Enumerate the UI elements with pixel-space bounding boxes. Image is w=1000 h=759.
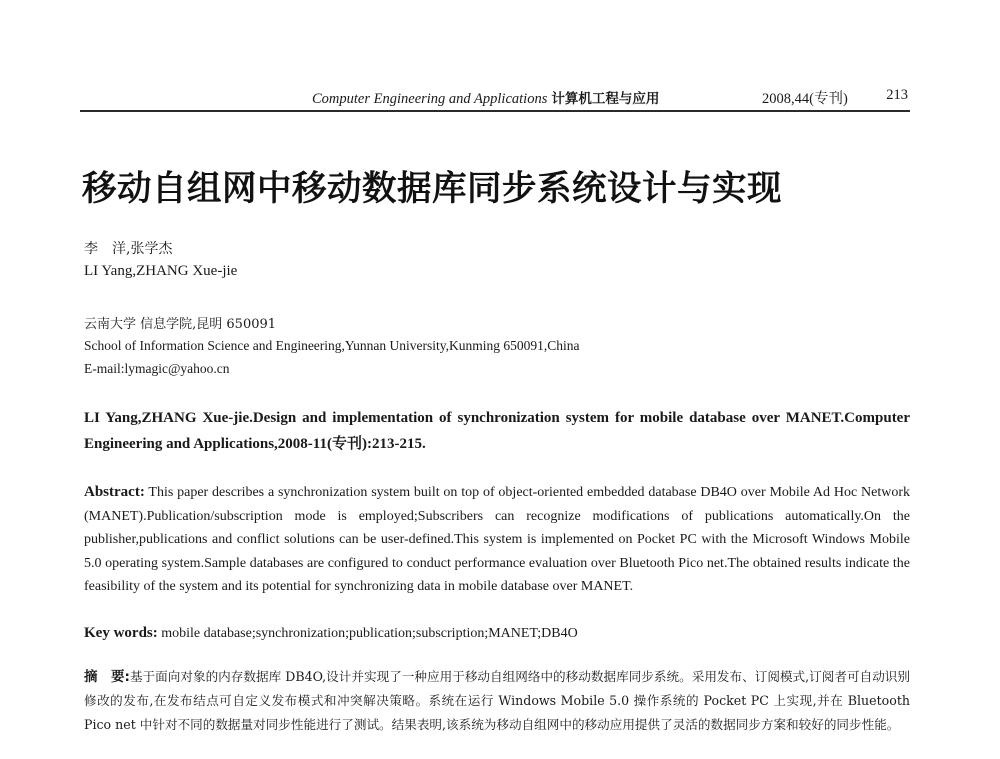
affiliation-chinese: 云南大学 信息学院,昆明 650091 — [84, 317, 277, 332]
authors-english: LI Yang,ZHANG Xue-jie — [84, 263, 238, 279]
keywords-label: Key words: — [84, 625, 158, 641]
citation: LI Yang,ZHANG Xue-jie.Design and implementation of synchronization system for mobile database over MANET.Computer Engineering and Applications,2008-11(专刊):213-215. — [84, 410, 910, 452]
paper-title: 移动自组网中移动数据库同步系统设计与实现 — [82, 169, 782, 209]
journal-name — [312, 87, 659, 108]
author-email: E-mail:lymagic@yahoo.cn — [84, 361, 230, 376]
journal-name-cn: 计算机工程与应用 — [551, 91, 660, 107]
abstract-english — [84, 481, 910, 599]
page-number: 213 — [886, 87, 908, 103]
abstract-cn-label: 摘 要: — [84, 669, 130, 685]
keywords-text: mobile database;synchronization;publication;subscription;MANET;DB4O — [161, 626, 578, 641]
journal-name-en: Computer Engineering and Applications — [312, 91, 548, 107]
abstract-chinese — [84, 665, 910, 736]
abstract-label: Abstract: — [84, 484, 145, 500]
authors-chinese: 李 洋,张学杰 — [84, 241, 173, 257]
keywords — [84, 622, 910, 645]
affiliation-english: School of Information Science and Engineering,Yunnan University,Kunming 650091,China — [84, 338, 580, 353]
abstract-text: This paper describes a synchronization system built on top of object-oriented embedded database DB4O over Mobile Ad Hoc Network (MANET).Publication/subscription mode is employed;Subscribers can recognize modifications of publications automatically.On the publisher,publications and conflict solutions can be user-defined.This system is implemented on Pocket PC with the Microsoft Windows Mobile 5.0 operating system.Sample databases are configured to conduct performance evaluation over Bluetooth Pico net.The obtained results indicate the feasibility of the system and its potential for synchronizing data in mobile database over MANET. — [84, 485, 910, 595]
abstract-cn-text: 基于面向对象的内存数据库 DB4O,设计并实现了一种应用于移动自组网络中的移动数据库同步系统。采用发布、订阅模式,订阅者可自动识别修改的发布,在发布结点可自定义发布模式和冲突解决策略。系统在运行 Windows Mobile 5.0 操作系统的 Pocket PC 上实现,并在 Bluetooth Pico net 中针对不同的数据量对同步性能进行了测试。结果表明,该系统为移动自组网中的移动应用提供了灵活的数据同步方案和较好的同步性能。 — [84, 669, 910, 732]
issue-info: 2008,44(专刊) — [762, 91, 848, 107]
running-header — [80, 84, 910, 112]
